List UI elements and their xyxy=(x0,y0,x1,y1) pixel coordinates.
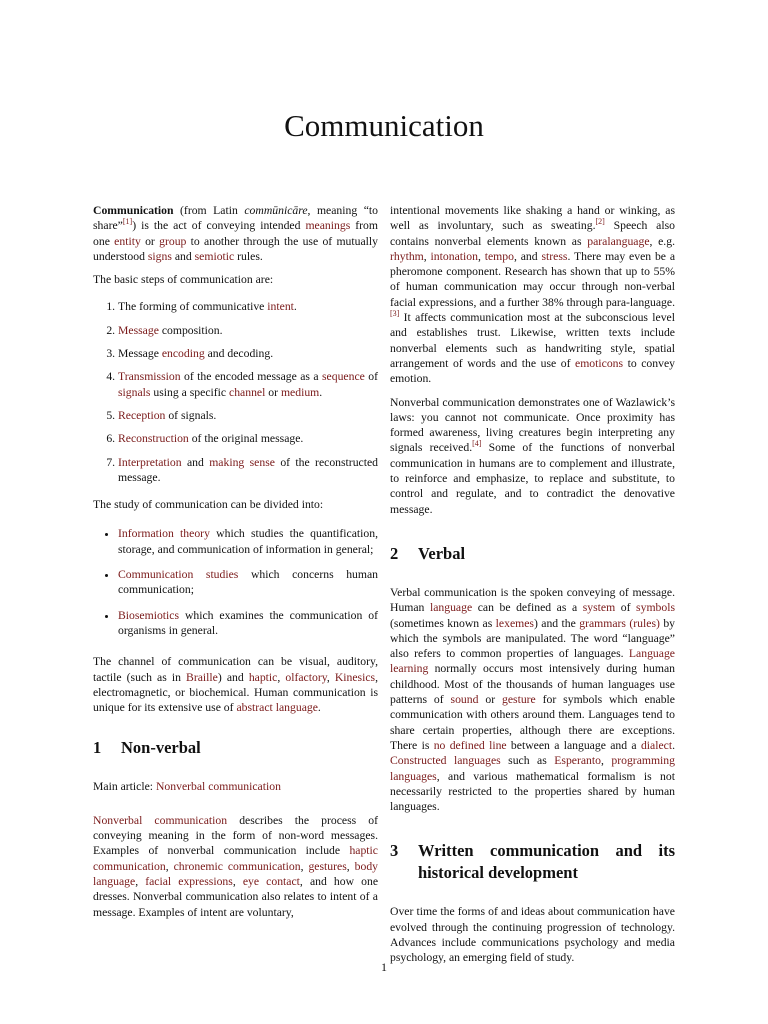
text: of the reconstructed message. xyxy=(118,455,379,484)
citation-2[interactable]: [2] xyxy=(595,217,605,227)
text: intentional movements like shaking a hand or winking, as well as involuntary, such as sweating. xyxy=(390,204,675,233)
link-chronemic-communication[interactable]: chronemic communication xyxy=(173,859,301,873)
text: , xyxy=(232,874,243,888)
text: , meaning “to share” xyxy=(93,204,378,233)
list-item xyxy=(118,455,378,486)
link-language-learning[interactable]: Language learning xyxy=(390,647,675,676)
text: , e.g. xyxy=(649,234,675,248)
text: . xyxy=(672,738,676,752)
link-encoding[interactable]: encoding xyxy=(161,347,205,361)
link-sequence[interactable]: sequence xyxy=(322,370,365,384)
text: and xyxy=(181,455,210,469)
list-item xyxy=(118,346,378,361)
link-message[interactable]: Message xyxy=(118,323,159,337)
link-reconstruction[interactable]: Reconstruction xyxy=(118,432,189,446)
text: Verbal communication is the spoken conveying of message. Human xyxy=(390,585,675,615)
link-interpretation[interactable]: Interpretation xyxy=(118,455,182,469)
link-no-defined-line[interactable]: no defined line xyxy=(433,738,507,752)
text: Nonverbal communication demonstrates one of Wazlawick’s laws: you cannot not communicate. Once proximity has formed awareness, living creatures begin interpreting any signals received. xyxy=(390,395,675,455)
link-rhythm[interactable]: rhythm xyxy=(390,249,424,263)
link-medium[interactable]: medium xyxy=(280,385,320,399)
section-title: Written communication and its historical development xyxy=(418,841,675,883)
link-language[interactable]: language xyxy=(429,601,473,615)
link-paralanguage[interactable]: paralanguage xyxy=(587,234,650,248)
link-biosemiotics[interactable]: Biosemiotics xyxy=(118,608,180,622)
link-emoticons[interactable]: emoticons xyxy=(575,356,624,370)
section-number: 2 xyxy=(390,543,399,563)
text: of signals. xyxy=(165,408,217,422)
text: The channel of communication can be visual, auditory, tactile (such as in xyxy=(93,655,378,684)
link-intent[interactable]: intent xyxy=(267,300,294,314)
text: by which the symbols are manipulated. The word “language” also refers to common properties of languages. xyxy=(390,616,676,661)
text: , electromagnetic, or biochemical. Human communication is unique for its extensive use of xyxy=(93,670,379,715)
steps-intro: The basic steps of communication are: xyxy=(93,273,274,287)
study-intro: The study of communication can be divided into: xyxy=(93,498,324,512)
text: and decoding. xyxy=(204,347,274,361)
text: Main article: xyxy=(93,780,156,794)
link-esperanto[interactable]: Esperanto xyxy=(554,754,601,768)
text: of xyxy=(364,370,378,384)
intro-term: Communication xyxy=(93,204,174,217)
link-abstract-language[interactable]: abstract language xyxy=(236,701,318,715)
section-title: Non-verbal xyxy=(121,738,201,758)
link-system[interactable]: system xyxy=(582,601,616,615)
text: (from Latin xyxy=(173,204,245,217)
nonverbal-continued-paragraph xyxy=(390,203,675,387)
steps-list xyxy=(93,299,378,485)
main-article-note xyxy=(93,779,378,794)
link-haptic[interactable]: haptic xyxy=(248,670,278,684)
right-column xyxy=(390,203,675,974)
list-item xyxy=(118,323,378,338)
text: for symbols which enable communication with others around them. Languages tend to share certain properties, although there are exceptions. There is xyxy=(390,693,675,752)
text: , xyxy=(423,249,431,263)
list-item xyxy=(118,408,378,423)
study-list xyxy=(93,526,378,638)
link-transmission[interactable]: Transmission xyxy=(118,370,181,384)
text: of the encoded message as a xyxy=(180,370,322,384)
text: , xyxy=(300,859,309,873)
list-item xyxy=(118,526,378,557)
link-kinesics[interactable]: Kinesics xyxy=(334,670,376,684)
link-symbols[interactable]: symbols xyxy=(636,601,676,615)
list-item xyxy=(118,369,378,400)
link-making-sense[interactable]: making sense xyxy=(209,455,275,469)
channel-paragraph xyxy=(93,654,378,715)
text: of the original message. xyxy=(188,432,304,446)
text: rules. xyxy=(234,249,263,263)
link-intonation[interactable]: intonation xyxy=(430,249,478,263)
link-communication-studies[interactable]: Communication studies xyxy=(118,568,239,582)
link-facial-expressions[interactable]: facial expressions xyxy=(145,874,233,888)
link-main-article[interactable]: Nonverbal communication xyxy=(155,780,281,794)
wazlawick-paragraph xyxy=(390,395,675,517)
text: ) and the xyxy=(533,616,580,630)
link-nonverbal-communication[interactable]: Nonverbal communication xyxy=(93,813,228,827)
nonverbal-paragraph xyxy=(93,813,378,920)
link-tempo[interactable]: tempo xyxy=(484,249,514,263)
link-haptic-communication[interactable]: haptic communication xyxy=(93,844,378,873)
text: Some of the functions of nonverbal communication in humans are to complement and illustrate, to reinforce and emphasize, to replace and substitute, to control and regulate, and to contradict the denovative message. xyxy=(390,441,675,516)
text: . xyxy=(293,300,297,314)
list-item xyxy=(118,567,378,598)
link-channel[interactable]: channel xyxy=(229,385,266,399)
link-lexemes[interactable]: lexemes xyxy=(495,616,534,630)
section-title: Verbal xyxy=(418,543,466,563)
text: , xyxy=(135,874,146,888)
link-programming-languages[interactable]: programming languages xyxy=(390,754,675,783)
text: between a language and a xyxy=(506,738,641,752)
text: . xyxy=(317,701,321,715)
text: composition. xyxy=(158,323,223,337)
text: . There may even be a pheromone component. Research has shown that up to 55% of human communication may occur through non-verbal facial expressions, and a further 38% through para-language. xyxy=(390,249,676,309)
citation-1[interactable]: [1] xyxy=(122,217,133,227)
section-heading-nonverbal xyxy=(93,737,378,759)
link-information-theory[interactable]: Information theory xyxy=(118,527,210,541)
section-heading-verbal xyxy=(390,543,675,565)
link-stress[interactable]: stress xyxy=(541,249,568,263)
text: The forming of communicative xyxy=(118,300,268,314)
intro-paragraph xyxy=(93,203,378,264)
text: , and how one dresses. Nonverbal communication also relates to intent of a message. Examples of intent are voluntary, xyxy=(93,874,379,919)
link-eye-contact[interactable]: eye contact xyxy=(242,874,300,888)
text: , xyxy=(165,859,174,873)
link-constructed-languages[interactable]: Constructed languages xyxy=(390,754,501,768)
text: , xyxy=(600,754,612,768)
text: describes the process of conveying meaning in the form of non-word messages. Examples of nonverbal communication include xyxy=(93,813,378,858)
link-meanings[interactable]: meanings xyxy=(305,219,351,233)
link-body-language[interactable]: body language xyxy=(93,859,379,888)
link-grammars[interactable]: grammars (rules) xyxy=(579,616,660,630)
link-semiotic[interactable]: semiotic xyxy=(194,249,235,263)
text: , and various mathematical formalism is not necessarily restricted to the properties shared by human languages. xyxy=(390,769,675,814)
link-entity[interactable]: entity xyxy=(114,234,141,248)
text: , xyxy=(326,670,335,684)
text: or xyxy=(478,693,502,707)
text: or xyxy=(265,385,281,399)
list-item xyxy=(118,608,378,639)
text: Message xyxy=(118,347,162,361)
text: , and xyxy=(513,249,542,263)
text: , xyxy=(477,249,485,263)
text: such as xyxy=(500,754,555,768)
list-item xyxy=(118,299,378,314)
page-title: Communication xyxy=(284,108,484,143)
link-signals[interactable]: signals xyxy=(118,385,151,399)
text: or xyxy=(140,234,160,248)
verbal-paragraph xyxy=(390,585,675,814)
text: from one xyxy=(93,219,378,248)
link-reception[interactable]: Reception xyxy=(118,408,166,422)
text: and xyxy=(171,249,195,263)
text: , xyxy=(346,859,355,873)
link-group[interactable]: group xyxy=(159,234,187,248)
link-dialect[interactable]: dialect xyxy=(640,738,673,752)
left-column xyxy=(93,203,378,928)
link-gesture[interactable]: gesture xyxy=(502,693,536,707)
text: which studies the quantification, storage, and communication of information in general; xyxy=(118,527,378,556)
page-number: 1 xyxy=(381,960,387,974)
link-olfactory[interactable]: olfactory xyxy=(285,670,327,684)
section-number: 3 xyxy=(390,841,399,861)
text: Speech also contains nonverbal elements known as xyxy=(390,219,676,248)
citation-3[interactable]: [3] xyxy=(390,309,400,319)
text: ) and xyxy=(217,670,249,684)
link-braille[interactable]: Braille xyxy=(186,670,218,684)
text: normally occurs most intensively during human childhood. Most of the thousands of human languages use patterns of xyxy=(390,662,675,707)
text: which concerns human communication; xyxy=(118,568,378,597)
list-item xyxy=(118,431,378,446)
text: , xyxy=(277,670,286,684)
text: which examines the communication of organisms in general. xyxy=(118,608,378,637)
text: ) is the act of conveying intended xyxy=(132,219,306,233)
text: using a specific xyxy=(150,385,230,399)
text: can be defined as a xyxy=(472,601,583,615)
text: to convey emotion. xyxy=(390,356,675,386)
text: to another through the use of mutually understood xyxy=(93,234,379,263)
text: . xyxy=(319,385,323,399)
latin-term: commūnicāre xyxy=(244,204,308,217)
text: (sometimes known as xyxy=(390,616,496,630)
citation-4[interactable]: [4] xyxy=(472,439,482,449)
text: of xyxy=(615,601,637,615)
link-gestures[interactable]: gestures xyxy=(308,859,347,873)
link-signs[interactable]: signs xyxy=(147,249,172,263)
link-sound[interactable]: sound xyxy=(450,693,479,707)
written-paragraph: Over time the forms of and ideas about communication have evolved through the continuing progression of technology. Advances include communications psychology and media psychology, an emerging field of study. xyxy=(390,905,675,965)
text: It affects communication most at the subconscious level and establishes trust. Likewise, written texts include nonverbal elements such as handwriting style, spatial arrangement of words and the use of xyxy=(390,311,675,370)
section-heading-written xyxy=(390,840,675,884)
section-number: 1 xyxy=(93,738,102,758)
